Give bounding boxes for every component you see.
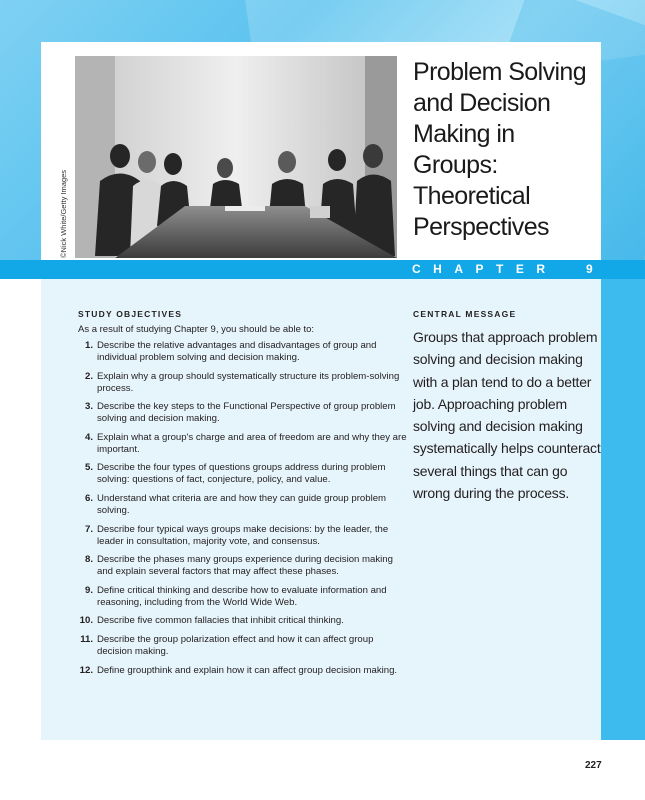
title-line: Groups: xyxy=(413,151,498,179)
objective-number: 3. xyxy=(84,401,93,413)
objective-number: 5. xyxy=(84,462,93,474)
objective-text: Explain what a group's charge and area of freedom are and why they are important. xyxy=(97,431,407,455)
objective-item xyxy=(78,634,408,658)
photo-credit: ©Nick White/Getty Images xyxy=(59,169,68,258)
title-line: Theoretical xyxy=(413,182,531,210)
study-objectives-heading: STUDY OBJECTIVES xyxy=(78,309,183,319)
left-margin xyxy=(0,279,41,740)
objective-item xyxy=(78,340,408,364)
chapter-bar xyxy=(0,260,645,279)
title-line: Perspectives xyxy=(413,213,549,241)
title-line: Making in xyxy=(413,120,515,148)
objective-item xyxy=(78,554,408,578)
objective-item xyxy=(78,432,408,456)
objective-number: 12. xyxy=(79,664,93,676)
objective-item xyxy=(78,665,408,677)
objective-text: Describe five common fallacies that inhibit critical thinking. xyxy=(97,615,344,627)
objective-item xyxy=(78,371,408,395)
objective-text: Define groupthink and explain how it can affect group decision making. xyxy=(97,664,398,676)
right-margin-band xyxy=(601,279,645,740)
footer-area xyxy=(0,740,645,800)
title-line: and Decision xyxy=(413,89,551,117)
chapter-title xyxy=(413,57,603,243)
objective-number: 1. xyxy=(84,340,93,351)
objective-number: 11. xyxy=(80,633,93,645)
objective-text: Explain why a group should systematically structure its problem-solving process. xyxy=(97,370,400,394)
central-message-text: Groups that approach problem solving and decision making with a plan tend to do a better job. Approaching problem solving and decision making systematically helps counteract several things that can go wrong during the process. xyxy=(413,329,601,502)
objective-text: Describe the four types of questions groups address during problem solving: questions of fact, conjecture, policy, and value. xyxy=(97,462,386,486)
objective-item xyxy=(78,585,408,609)
objective-text: Describe four typical ways groups make decisions: by the leader, the leader in consultation, majority vote, and consensus. xyxy=(97,523,389,547)
meeting-photo-illustration xyxy=(75,56,397,258)
central-message-heading: CENTRAL MESSAGE xyxy=(413,309,517,319)
objective-number: 4. xyxy=(84,431,93,443)
objective-number: 6. xyxy=(84,492,93,504)
chapter-number: 9 xyxy=(586,262,593,276)
title-line: Problem Solving xyxy=(413,58,587,86)
objective-text: Describe the key steps to the Functional Perspective of group problem solving and decision making. xyxy=(97,401,396,425)
objective-number: 2. xyxy=(84,370,93,382)
study-objectives-intro: As a result of studying Chapter 9, you should be able to: xyxy=(78,324,315,335)
objective-text: Understand what criteria are and how they can guide group problem solving. xyxy=(97,492,387,516)
chapter-label: CHAPTER xyxy=(412,262,558,276)
objective-number: 8. xyxy=(84,554,93,566)
objective-number: 10. xyxy=(79,615,93,627)
objectives-list xyxy=(78,340,408,683)
objective-number: 9. xyxy=(84,584,93,596)
objective-item xyxy=(78,493,408,517)
chapter-photo xyxy=(75,56,397,258)
objective-text: Describe the phases many groups experience during decision making and explain several factors that may affect these phases. xyxy=(97,554,393,578)
objective-item xyxy=(78,401,408,425)
objective-text: Describe the relative advantages and disadvantages of group and individual problem solving and decision making. xyxy=(97,340,377,363)
objective-item xyxy=(78,462,408,486)
objective-item xyxy=(78,524,408,548)
objective-text: Describe the group polarization effect and how it can affect group decision making. xyxy=(97,633,374,657)
objective-number: 7. xyxy=(84,523,93,535)
objective-text: Define critical thinking and describe how to evaluate information and reasoning, including from the World Wide Web. xyxy=(97,584,387,608)
objective-item xyxy=(78,615,408,627)
page-number: 227 xyxy=(585,760,602,771)
